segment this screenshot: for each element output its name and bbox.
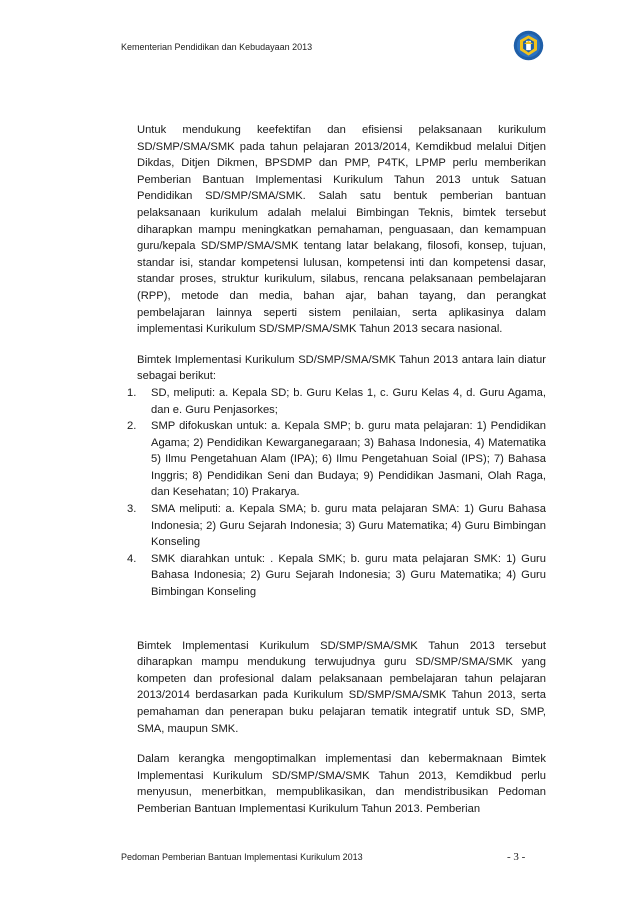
tut-wuri-handayani-logo-icon: [513, 30, 544, 61]
list-item-text: SMK diarahkan untuk: . Kepala SMK; b. guru mata pelajaran SMK: 1) Guru Bahasa Indonesia; 2) Guru Sejarah Indonesia; 3) Guru Matematika; 4) Guru Bimbingan Konseling: [151, 552, 546, 599]
paragraph-bimtek-goal: Bimtek Implementasi Kurikulum SD/SMP/SMA/SMK Tahun 2013 tersebut diharapkan mampu mendukung terwujudnya guru SD/SMP/SMA/SMK yang kompeten dan profesional dalam pelaksanaan pembelajaran tahun pelajaran 2013/2014 berdasarkan pada Kurikulum SD/SMP/SMA/SMK Tahun 2013, serta pemahaman dan penerapan buku pelajaran tematik integratif untuk SD, SMP, SMA, maupun SMK.: [137, 639, 546, 735]
list-number: 1.: [127, 386, 137, 399]
list-item: [127, 551, 546, 601]
running-footer: Pedoman Pemberian Bantuan Implementasi Kurikulum 2013: [121, 852, 363, 862]
list-number: 2.: [127, 420, 137, 433]
list-number: 3.: [127, 503, 137, 516]
paragraph-intro: Untuk mendukung keefektifan dan efisiensi pelaksanaan kurikulum SD/SMP/SMA/SMK pada tahun pelajaran 2013/2014, Kemdikbud melalui Ditjen Dikdas, Ditjen Dikmen, BPSDMP dan PMP, P4TK, LPMP perlu memberikan Pemberian Bantuan Implementasi Kurikulum Tahun 2013 untuk Satuan Pendidikan SD/SMP/SMA/SMK. Salah satu bentuk pemberian bantuan pelaksanaan kurikulum adalah melalui Bimbingan Teknis, bimtek tersebut diharapkan mampu meningkatkan pemahaman, penguasaan, dan kemampuan guru/kepala SD/SMP/SMA/SMK tentang latar belakang, filosofi, konsep, tujuan, standar isi, standar kompetensi lulusan, kompetensi inti dan kompetensi dasar, standar proses, struktur kurikulum, silabus, rencana pelaksanaan pembelajaran (RPP), metode dan media, bahan ajar, bahan tayang, dan perangkat pembelajaran lainnya seperti sistem penilaian, serta aplikasinya dalam implementasi Kurikulum SD/SMP/SMA/SMK Tahun 2013 secara nasional.: [137, 124, 546, 336]
bimtek-participant-list: [127, 385, 546, 601]
list-item: [127, 501, 546, 551]
list-item: [127, 418, 546, 501]
list-item-text: SD, meliputi: a. Kepala SD; b. Guru Kelas 1, c. Guru Kelas 4, d. Guru Agama, dan e. Guru Penjasorkes;: [151, 386, 546, 416]
paragraph-bimtek-intro: Bimtek Implementasi Kurikulum SD/SMP/SMA/SMK Tahun 2013 antara lain diatur sebagai berikut:: [137, 353, 546, 383]
page-body: [127, 122, 546, 818]
running-header: Kementerian Pendidikan dan Kebudayaan 2013: [121, 42, 313, 52]
paragraph-framework: Dalam kerangka mengoptimalkan implementasi dan kebermaknaan Bimtek Implementasi Kurikulum SD/SMP/SMA/SMK Tahun 2013, Kemdikbud perlu menyusun, menerbitkan, mempublikasikan, dan mendistribusikan Pedoman Pemberian Bantuan Implementasi Kurikulum Tahun 2013. Pemberian: [137, 753, 546, 815]
list-number: 4.: [127, 552, 137, 565]
list-item: [127, 385, 546, 418]
list-item-text: SMP difokuskan untuk: a. Kepala SMP; b. guru mata pelajaran: 1) Pendidikan Agama; 2) Pendidikan Kewarganegaraan; 3) Bahasa Indonesia, 4) Matematika 5) Ilmu Pengetahuan Alam (IPA); 6) Ilmu Pengetahuan Soial (IPS); 7) Bahasa Inggris; 8) Pendidikan Seni dan Budaya; 9) Pendidikan Jasmani, Olah Raga, dan Kesehatan; 10) Prakarya.: [151, 420, 546, 499]
list-item-text: SMA meliputi: a. Kepala SMA; b. guru mata pelajaran SMA: 1) Guru Bahasa Indonesia; 2) Guru Sejarah Indonesia; 3) Guru Matematika; 4) Guru Bimbingan Konseling: [151, 503, 546, 549]
page-number: - 3 -: [507, 851, 526, 863]
